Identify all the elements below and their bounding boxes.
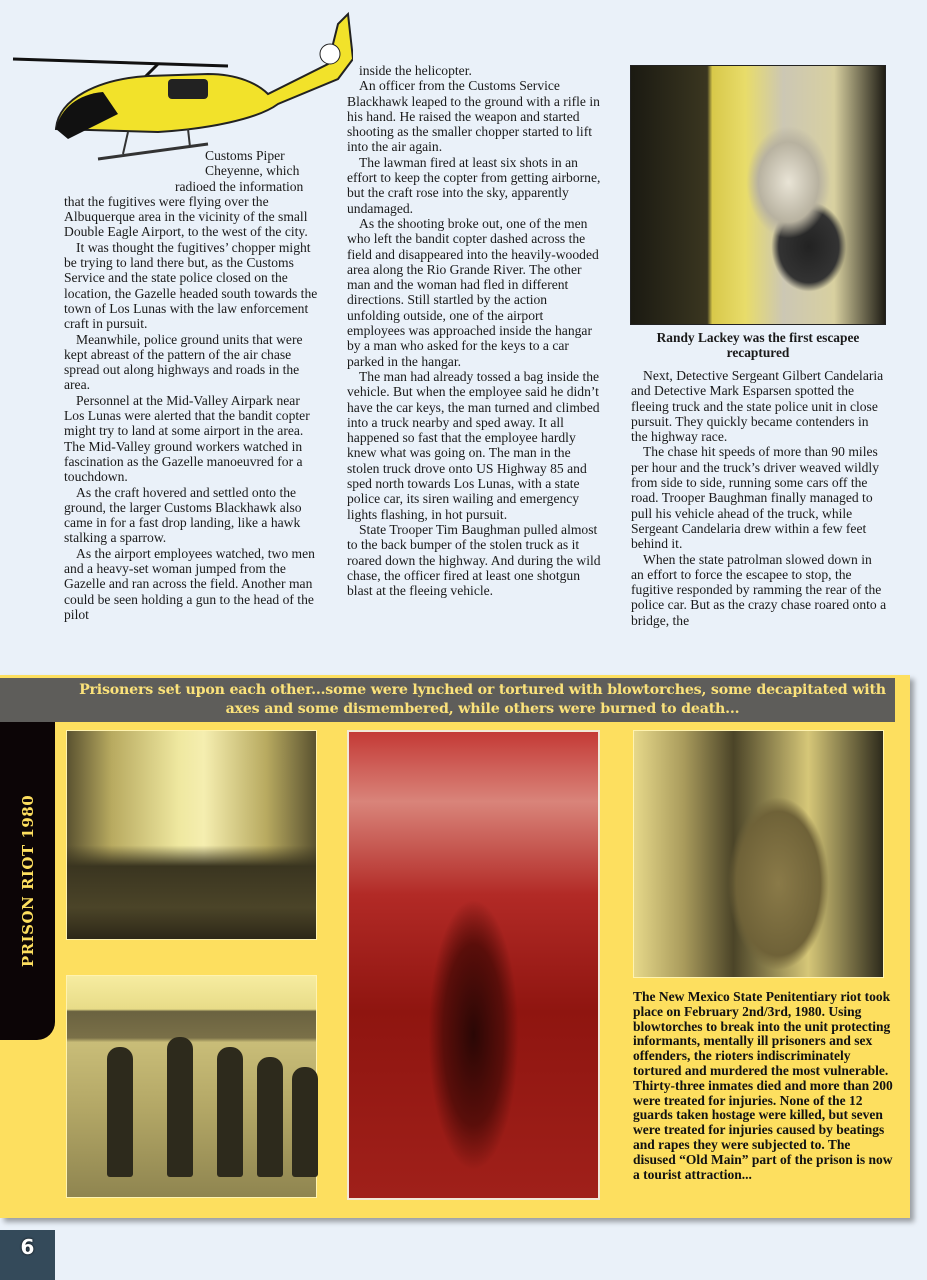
article-paragraph: State Trooper Tim Baughman pulled almost to the back bumper of the stolen truck as it roared down the highway. And during the wild chase, the officer fired at least one shotgun blast at the fleeing vehicle. <box>347 521 601 599</box>
sidebar-banner: Prisoners set upon each other...some were lynched or tortured with blowtorches, some decapitated with axes and some dismembered, while others were burned to death... <box>0 678 895 722</box>
article-column-1 <box>64 148 322 622</box>
article-paragraph: When the state patrolman slowed down in an effort to force the escapee to stop, the fugitive responded by ramming the rear of the police car. But as the crazy chase roared onto a bridge, the <box>631 551 887 628</box>
section-tab-label: PRISON RIOT 1980 <box>18 794 37 968</box>
page-number: 6 <box>0 1230 55 1280</box>
text-line: Customs Piper <box>205 148 285 163</box>
article-paragraph: The man had already tossed a bag inside the vehicle. But when the employee said he didn’t have the car keys, the man turned and climbed into a truck nearby and sped away. It all happened so fast that the employee hardly knew what was going on. The man in the stolen truck drove onto US Highway 85 and sped north towards Los Lunas, with a state police car, its siren wailing and emergency lights flashing, in hot pursuit. <box>347 368 600 522</box>
helicopter-illustration <box>8 4 353 169</box>
article-paragraph <box>64 148 322 240</box>
article-paragraph: As the shooting broke out, one of the men who left the bandit copter dashed across the field and disappeared into the heavily-wooded area along the Rio Grande River. The other man and the woman had fled in different directions. Still startled by the action unfolding outside, one of the airport employees was approached inside the hangar by a man who asked for the keys to a car parked in the hangar. <box>347 215 599 369</box>
photo-inmate-in-blanket <box>633 730 884 978</box>
article-paragraph: Personnel at the Mid-Valley Airpark near Los Lunas were alerted that the bandit copter might try to land at some airport in the area. The Mid-Valley ground workers watched in fascination as the Gazelle manoeuvred for a touchdown. <box>64 392 310 485</box>
article-paragraph: As the craft hovered and settled onto the ground, the larger Customs Blackhawk also came in for a fast drop landing, like a hawk stalking a sparrow. <box>64 484 302 546</box>
article-paragraph: The lawman fired at least six shots in an effort to keep the copter from getting airborne, but the craft rose into the sky, apparently undamaged. <box>347 154 601 216</box>
section-tab <box>0 722 55 1040</box>
article-paragraph: An officer from the Customs Service Blackhawk leaped to the ground with a rifle in his hand. He raised the weapon and started shooting as the smaller chopper started to lift into the air again. <box>347 78 600 155</box>
photo-bloodied-cell <box>347 730 600 1200</box>
text-line: Cheyenne, which <box>205 163 300 179</box>
article-column-2 <box>347 63 602 598</box>
article-paragraph: Next, Detective Sergeant Gilbert Candelaria and Detective Mark Esparsen spotted the fleeing truck and the state police unit in close pursuit. They quickly became contenders in the highway race. <box>631 368 884 445</box>
article-paragraph: inside the helicopter. <box>359 63 472 78</box>
article-paragraph: The chase hit speeds of more than 90 miles per hour and the truck’s driver weaved wildly from side to side, running some cars off the road. Trooper Baughman finally managed to pull his vehicle ahead of the truck, while Sergeant Candelaria drew within a few feet behind it. <box>631 444 880 552</box>
text-line: that the fugitives were flying over the Albuquerque area in the vicinity of the small Double Eagle Airport, to the west of the city. <box>64 193 308 240</box>
photo-randy-lackey <box>630 65 886 325</box>
photo-cellblock-wreckage <box>66 730 317 940</box>
riot-caption: The New Mexico State Penitentiary riot took place on February 2nd/3rd, 1980. Using blowtorches to break into the unit protecting informants, mentally ill prisoners and sex offenders, the rioters indiscriminately tortured and murdered the most vulnerable. Thirty-three inmates died and more than 200 were treated for injuries. None of the 12 guards taken hostage were killed, but seven were treated for injuries caused by beatings and rapes they were subjected to. The disused “Old Main” part of the prison is now a tourist attraction... <box>633 989 893 1182</box>
photo-armed-guards <box>66 975 317 1198</box>
article-column-3 <box>631 368 887 628</box>
photo-caption: Randy Lackey was the first escapee recaptured <box>656 330 860 360</box>
article-paragraph: As the airport employees watched, two men and a heavy-set woman jumped from the Gazelle and ran across the field. Another man could be seen holding a gun to the head of the pilot <box>64 545 315 622</box>
article-paragraph: Meanwhile, police ground units that were kept abreast of the pattern of the air chase spread out along highways and roads in the area. <box>64 331 303 393</box>
text-line: radioed the information <box>175 178 304 194</box>
article-paragraph: It was thought the fugitives’ chopper might be trying to land there but, as the Customs Service and the state police closed on the location, the Gazelle headed south towards the town of Los Lunas with the law enforcement craft in pursuit. <box>64 239 318 332</box>
